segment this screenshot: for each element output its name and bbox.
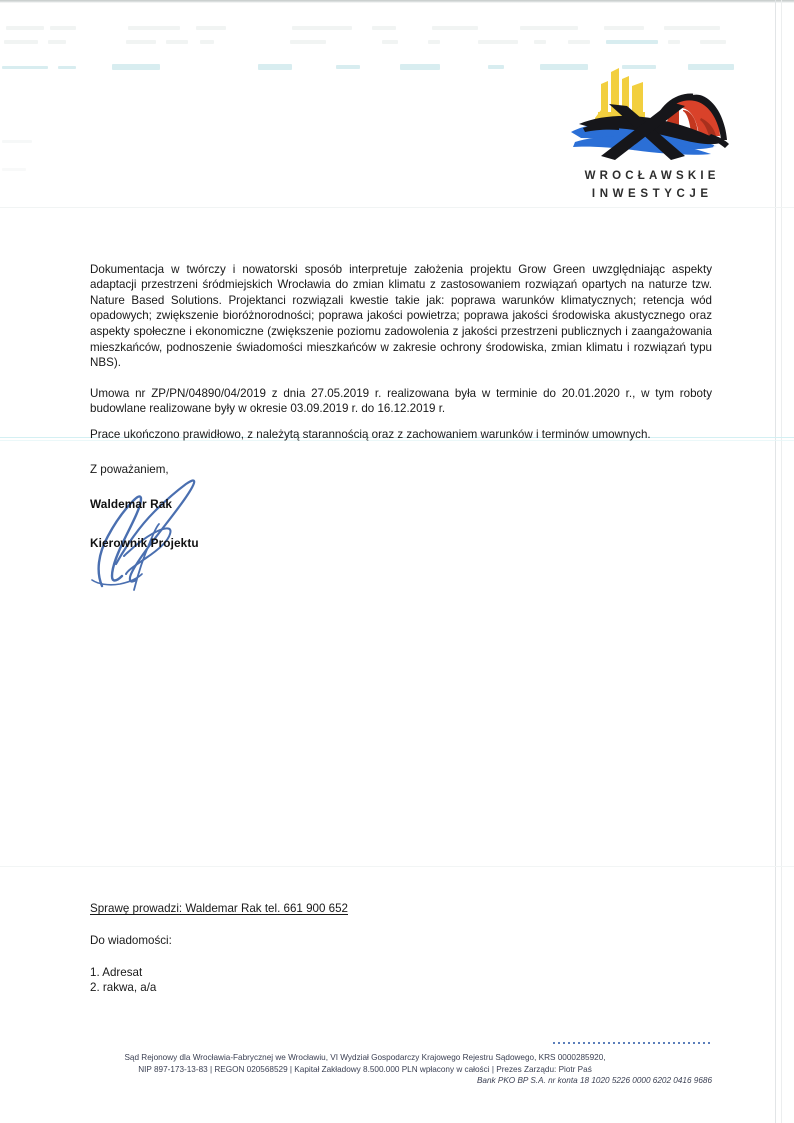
- scan-top-edge-artifact: [0, 0, 794, 3]
- closing-salutation: Z poważaniem,: [90, 462, 169, 476]
- scan-ghost-artifact: [6, 26, 44, 30]
- scan-right-edge-line-secondary: [781, 0, 782, 1123]
- scan-ghost-artifact: [4, 40, 38, 44]
- scan-ghost-artifact: [534, 40, 546, 44]
- handwritten-signature: [82, 468, 232, 593]
- scan-ghost-artifact: [478, 40, 518, 44]
- scan-ghost-artifact: [668, 40, 680, 44]
- scan-ghost-artifact: [336, 65, 360, 69]
- paragraph-completion-statement: Prace ukończono prawidłowo, z należytą starannością oraz z zachowaniem warunków i terminów umownych.: [90, 427, 651, 441]
- scan-ghost-artifact: [290, 40, 326, 44]
- scan-ghost-artifact: [568, 40, 590, 44]
- cc-list-item: 1. Adresat: [90, 966, 143, 979]
- scan-ghost-artifact: [200, 40, 214, 44]
- case-handler-line: Sprawę prowadzi: Waldemar Rak tel. 661 900 652: [90, 902, 348, 915]
- scan-ghost-artifact: [606, 40, 658, 44]
- scan-ghost-artifact: [258, 64, 292, 70]
- logo-wordmark-line-1: WROCŁAWSKIE: [584, 170, 720, 182]
- scan-ghost-artifact: [400, 64, 440, 70]
- cc-label: Do wiadomości:: [90, 934, 172, 947]
- scan-ghost-artifact: [604, 26, 644, 30]
- footer-legal-info: [0, 1052, 716, 1087]
- scan-ghost-artifact: [126, 40, 156, 44]
- scan-ghost-artifact: [700, 40, 726, 44]
- scan-ghost-artifact: [48, 40, 66, 44]
- scan-ghost-artifact: [58, 66, 76, 69]
- scan-ghost-artifact: [112, 64, 160, 70]
- footer-line-registration: NIP 897-173-13-83 | REGON 020568529 | Kapitał Zakładowy 8.500.000 PLN wpłacony w całości | Prezes Zarządu: Piotr Paś: [138, 1064, 592, 1074]
- scan-ghost-artifact: [428, 40, 440, 44]
- scan-ghost-artifact: [520, 26, 578, 30]
- signatory-name: Waldemar Rak: [90, 497, 173, 511]
- paragraph-project-description: Dokumentacja w twórczy i nowatorski sposób interpretuje założenia projektu Grow Green uwzględniając aspekty adaptacji przestrzeni śródmiejskich Wrocławia do zmian klimatu z zastosowaniem rozwiązań opartych na naturze tzw. Nature Based Solutions. Projektanci rozwiązali kwestie takie jak: poprawa warunków klimatycznych; retencja wód opadowych; zwiększenie bioróżnorodności; poprawa jakości powietrza; poprawa jakości środowiska akustycznego oraz aspekty społeczne i ekonomiczne (zwiększenie poziomu zadowolenia z jakości przestrzeni publicznych i zaangażowania mieszkańców, podnoszenie świadomości mieszkańców w zakresie ochrony środowiska, zmian klimatu i rozwiązań typu NBS).: [90, 262, 712, 370]
- footer-dotted-divider: [553, 1042, 712, 1044]
- footer-line-court: Sąd Rejonowy dla Wrocławia-Fabrycznej we Wrocławiu, VI Wydział Gospodarczy Krajowego Rejestru Sądowego, KRS 0000285920,: [124, 1053, 606, 1062]
- company-logo: [565, 62, 735, 203]
- scan-ghost-artifact: [372, 26, 396, 30]
- logo-wordmark-line-2: INWESTYCJE: [591, 188, 713, 200]
- scan-ghost-artifact: [2, 66, 48, 69]
- scan-ghost-artifact: [292, 26, 352, 30]
- scan-ghost-artifact: [166, 40, 188, 44]
- scan-ghost-artifact: [432, 26, 478, 30]
- bridge-skyline-logo-icon: [565, 62, 735, 167]
- scan-ghost-artifact: [2, 168, 26, 171]
- paragraph-contract-details: Umowa nr ZP/PN/04890/04/2019 z dnia 27.05.2019 r. realizowana była w terminie do 20.01.2020 r., w tym roboty budowlane realizowane były w okresie 03.09.2019 r. do 16.12.2019 r.: [90, 386, 712, 416]
- scan-right-edge-line: [775, 0, 776, 1123]
- scan-ghost-artifact: [488, 65, 504, 69]
- scan-ghost-artifact: [196, 26, 226, 30]
- scan-ghost-artifact: [382, 40, 398, 44]
- scan-horizontal-line: [0, 207, 794, 208]
- scan-horizontal-line: [0, 866, 794, 867]
- footer-line-bank: Bank PKO BP S.A. nr konta 18 1020 5226 0000 6202 0416 9686: [476, 1076, 712, 1086]
- scan-ghost-artifact: [128, 26, 180, 30]
- cc-list-item: 2. rakwa, a/a: [90, 980, 157, 994]
- scan-ghost-artifact: [50, 26, 76, 30]
- cc-list: [90, 966, 156, 995]
- signatory-role: Kierownik Projektu: [90, 536, 199, 550]
- scan-ghost-artifact: [664, 26, 720, 30]
- scan-ghost-artifact: [2, 140, 32, 143]
